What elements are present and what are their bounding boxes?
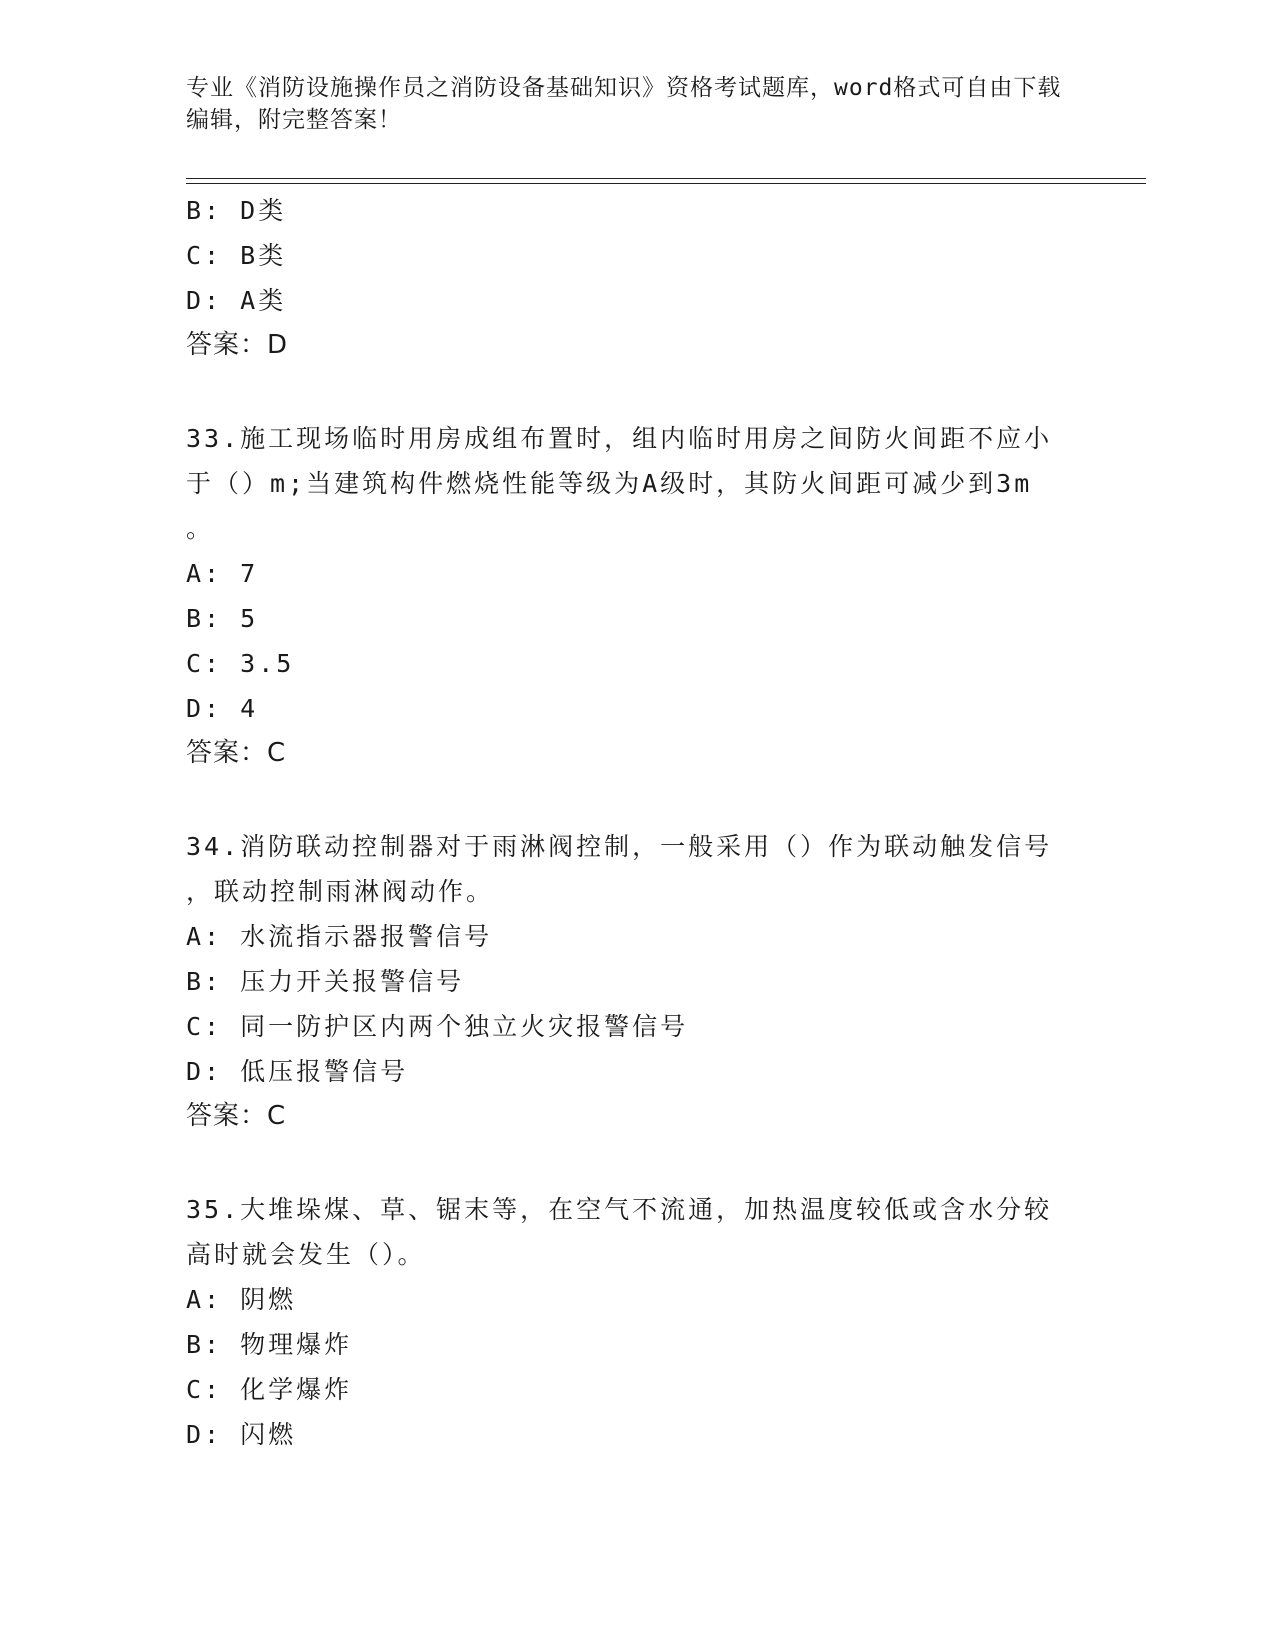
question-stem-line: 。 bbox=[186, 514, 215, 543]
question-33 bbox=[186, 414, 1086, 776]
option-c: C: 3.5 bbox=[186, 649, 295, 678]
question-stem-line: 34.消防联动控制器对于雨淋阀控制，一般采用（）作为联动触发信号 bbox=[186, 832, 1053, 861]
question-34 bbox=[186, 822, 1086, 1139]
question-stem-line: 于（）m;当建筑构件燃烧性能等级为A级时，其防火间距可减少到3m bbox=[186, 469, 1033, 498]
question-stem-line: 高时就会发生（）。 bbox=[186, 1240, 426, 1269]
option-a: A: 水流指示器报警信号 bbox=[186, 922, 493, 951]
previous-question-tail bbox=[186, 188, 1086, 368]
answer-label: 答案：C bbox=[186, 1101, 287, 1131]
option-a: A: 7 bbox=[186, 559, 259, 588]
option-d: D: A类 bbox=[186, 286, 287, 315]
option-b: B: 物理爆炸 bbox=[186, 1330, 353, 1359]
document-header: 专业《消防设施操作员之消防设备基础知识》资格考试题库，word格式可自由下载编辑，附完整答案！ bbox=[186, 75, 1062, 133]
option-b: B: 压力开关报警信号 bbox=[186, 967, 465, 996]
header-divider-bottom bbox=[186, 183, 1146, 184]
question-stem-line: ，联动控制雨淋阀动作。 bbox=[186, 877, 495, 906]
option-b: B: D类 bbox=[186, 196, 287, 225]
header-divider-top bbox=[186, 178, 1146, 179]
answer-label: 答案：C bbox=[186, 738, 287, 768]
option-a: A: 阴燃 bbox=[186, 1285, 297, 1314]
question-35 bbox=[186, 1185, 1086, 1457]
option-d: D: 低压报警信号 bbox=[186, 1057, 409, 1086]
option-c: C: B类 bbox=[186, 241, 287, 270]
option-c: C: 同一防护区内两个独立火灾报警信号 bbox=[186, 1012, 689, 1041]
spacer bbox=[186, 776, 1086, 822]
option-c: C: 化学爆炸 bbox=[186, 1375, 353, 1404]
option-d: D: 4 bbox=[186, 694, 259, 723]
spacer bbox=[186, 368, 1086, 414]
option-d: D: 闪燃 bbox=[186, 1420, 297, 1449]
question-list bbox=[186, 188, 1086, 1457]
option-b: B: 5 bbox=[186, 604, 259, 633]
question-stem-line: 35.大堆垛煤、草、锯末等，在空气不流通，加热温度较低或含水分较 bbox=[186, 1195, 1053, 1224]
answer-label: 答案：D bbox=[186, 330, 289, 360]
question-stem-line: 33.施工现场临时用房成组布置时，组内临时用房之间防火间距不应小 bbox=[186, 424, 1053, 453]
spacer bbox=[186, 1139, 1086, 1185]
